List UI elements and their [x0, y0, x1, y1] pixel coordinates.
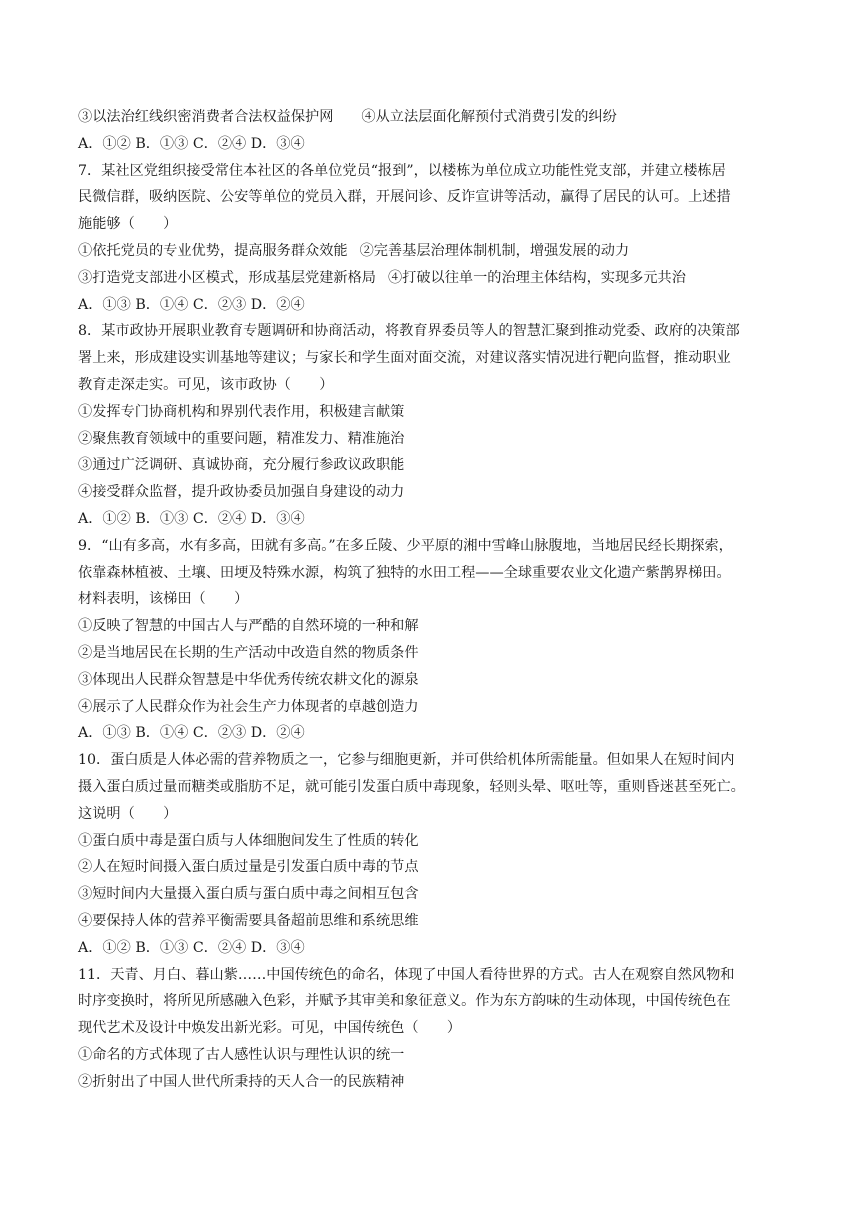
q10-option-4: ④要保持人体的营养平衡需要具备超前思维和系统思维 — [78, 912, 419, 929]
q8-option-4: ④接受群众监督，提升政协委员加强自身建设的动力 — [78, 484, 405, 501]
q8-stem-line-1: 8．某市政协开展职业教育专题调研和协商活动，将教育界委员等人的智慧汇聚到推动党委、政府的决策部 — [78, 323, 740, 340]
q11-option-2: ②折射出了中国人世代所秉持的天人合一的民族精神 — [78, 1073, 405, 1090]
q8-option-1: ①发挥专门协商机构和界别代表作用，积极建言献策 — [78, 403, 405, 420]
q8-stem-line-3: 教育走深走实。可见，该市政协（ ） — [78, 376, 334, 393]
q7-stem-line-1: 7．某社区党组织接受常住本社区的各单位党员“报到”，以楼栋为单位成立功能性党支部，并建立楼栋居 — [78, 162, 726, 179]
q9-option-1: ①反映了智慧的中国古人与严酷的自然环境的一种和解 — [78, 618, 419, 635]
q10-stem-line-1: 10．蛋白质是人体必需的营养物质之一，它参与细胞更新，并可供给机体所需能量。但如果人在短时间内 — [78, 752, 735, 769]
q9-option-4: ④展示了人民群众作为社会生产力体现者的卓越创造力 — [78, 698, 419, 715]
q11-stem-line-1: 11．天青、月白、暮山紫……中国传统色的命名，体现了中国人看待世界的方式。古人在观察自然风物和 — [78, 966, 735, 983]
q9-option-3: ③体现出人民群众智慧是中华优秀传统农耕文化的源泉 — [78, 671, 419, 688]
q9-stem-line-3: 材料表明，该梯田（ ） — [78, 591, 249, 608]
q11-stem-line-3: 现代艺术及设计中焕发出新光彩。可见，中国传统色（ ） — [78, 1020, 462, 1037]
q8-option-2: ②聚焦教育领域中的重要问题，精准发力、精准施治 — [78, 430, 405, 447]
q10-stem-line-3: 这说明（ ） — [78, 805, 178, 822]
exam-page — [78, 104, 778, 1095]
q6-option-4: ④从立法层面化解预付式消费引发的纠纷 — [361, 109, 617, 125]
q7-option-1: ①依托党员的专业优势，提高服务群众效能 — [78, 242, 348, 259]
q6-answers: A．①② B．①③ C．②④ D．③④ — [78, 135, 305, 152]
q7-stem-line-2: 民微信群，吸纳医院、公安等单位的党员入群，开展问诊、反诈宣讲等活动，赢得了居民的认可。上述措 — [78, 189, 731, 206]
q6-option-line — [78, 104, 778, 131]
q7-option-3: ③打造党支部进小区模式，形成基层党建新格局 — [78, 269, 376, 286]
q6-option-3: ③以法治红线织密消费者合法权益保护网 — [78, 109, 334, 125]
q10-option-2: ②人在短时间摄入蛋白质过量是引发蛋白质中毒的节点 — [78, 859, 419, 876]
q7-option-line-1 — [78, 238, 778, 265]
q7-answers: A．①③ B．①④ C．②③ D．②④ — [78, 296, 305, 313]
q10-stem-line-2: 摄入蛋白质过量而糖类或脂肪不足，就可能引发蛋白质中毒现象，轻则头晕、呕吐等，重则昏迷甚至死亡。 — [78, 778, 745, 795]
q9-option-2: ②是当地居民在长期的生产活动中改造自然的物质条件 — [78, 644, 419, 661]
q9-answers: A．①③ B．①④ C．②③ D．②④ — [78, 725, 305, 742]
q7-option-4: ④打破以往单一的治理主体结构，实现多元共治 — [387, 269, 686, 286]
q9-stem-line-2: 依靠森林植被、土壤、田埂及特殊水源，构筑了独特的水田工程——全球重要农业文化遗产紫鹊界梯田。 — [78, 564, 731, 581]
q10-option-3: ③短时间内大量摄入蛋白质与蛋白质中毒之间相互包含 — [78, 886, 419, 903]
q11-stem-line-2: 时序变换时，将所见所感融入色彩，并赋予其审美和象征意义。作为东方韵味的生动体现，中国传统色在 — [78, 993, 731, 1010]
q11-option-1: ①命名的方式体现了古人感性认识与理性认识的统一 — [78, 1046, 405, 1063]
q10-answers: A．①② B．①③ C．②④ D．③④ — [78, 939, 305, 956]
q8-stem-line-2: 署上来，形成建设实训基地等建议；与家长和学生面对面交流，对建议落实情况进行靶向监督，推动职业 — [78, 350, 731, 367]
q10-option-1: ①蛋白质中毒是蛋白质与人体细胞间发生了性质的转化 — [78, 832, 419, 849]
q9-stem-line-1: 9．“山有多高，水有多高，田就有多高。”在多丘陵、少平原的湘中雪峰山脉腹地，当地居民经长期探索， — [78, 537, 733, 554]
q7-option-line-2 — [78, 265, 778, 292]
q7-stem-line-3: 施能够（ ） — [78, 216, 178, 233]
q8-answers: A．①② B．①③ C．②④ D．③④ — [78, 510, 305, 527]
q8-option-3: ③通过广泛调研、真诚协商，充分履行参政议政职能 — [78, 457, 405, 474]
q7-option-2: ②完善基层治理体制机制，增强发展的动力 — [359, 242, 630, 259]
